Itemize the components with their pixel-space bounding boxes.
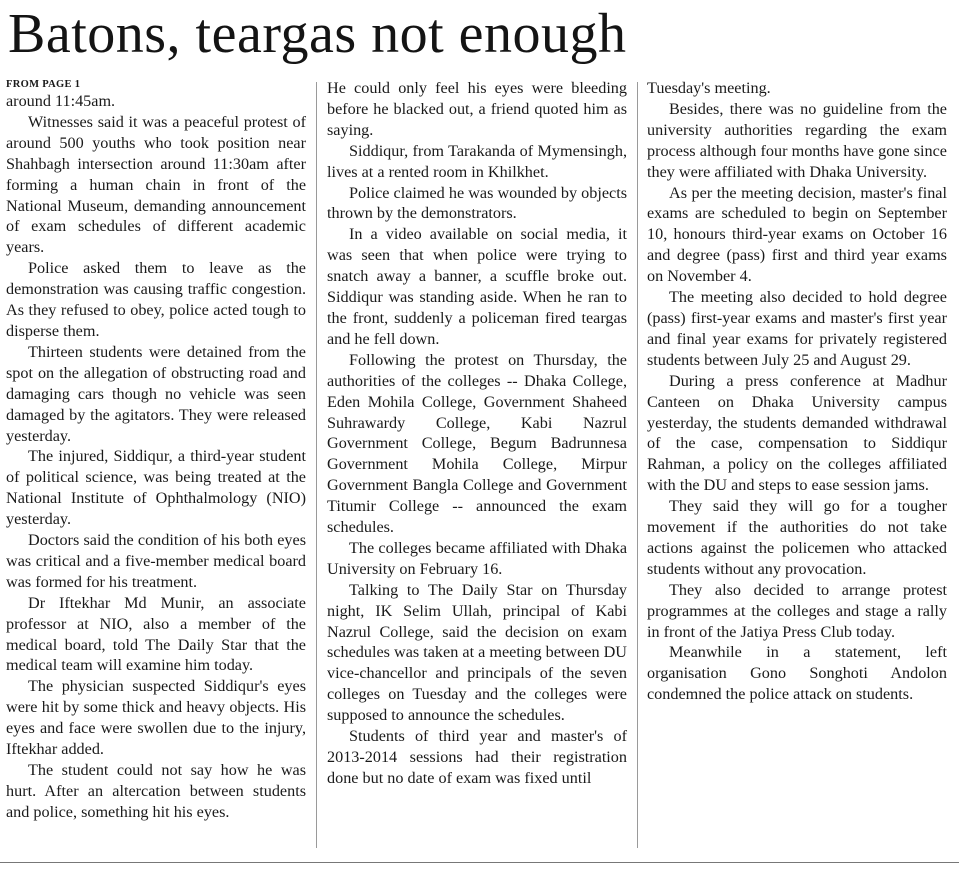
paragraph: In a video available on social media, it was seen that when police were trying to snatch away a banner, a scuffle broke out. Siddiqur was standing aside. When he ran to the front, suddenly a policeman fired teargas and he fell down. (327, 225, 627, 348)
paragraph: Meanwhile in a statement, left organisation Gono Songhoti Andolon condemned the police attack on students. (647, 643, 947, 704)
paragraph: During a press conference at Madhur Canteen on Dhaka University campus yesterday, the students demanded withdrawal of the case, compensation to Siddiqur Rahman, a policy on the colleges affiliated with the DU and steps to ease session jams. (647, 371, 947, 495)
paragraph: The meeting also decided to hold degree (pass) first-year exams and master's first year and final year exams for privately registered students between July 25 and August 29. (647, 288, 947, 369)
paragraph: Besides, there was no guideline from the university authorities regarding the exam process although four months have gone since they were affiliated with Dhaka University. (647, 99, 947, 181)
paragraph: Thirteen students were detained from the spot on the allegation of obstructing road and damaging cars though no vehicle was seen damaged by the agitators. They were released yesterday. (6, 342, 306, 445)
paragraph: He could only feel his eyes were bleeding before he blacked out, a friend quoted him as saying. (327, 79, 627, 139)
article-column-1 (6, 78, 306, 823)
paragraph: They said they will go for a tougher movement if the authorities do not take actions against the policemen who attacked students without any provocation. (647, 497, 947, 578)
paragraph: The student could not say how he was hurt. After an altercation between students and police, something hit his eyes. (6, 761, 306, 821)
column-divider (316, 82, 317, 848)
paragraph: Tuesday's meeting. (647, 79, 771, 97)
headline: Batons, teargas not enough (8, 3, 627, 65)
paragraph: Dr Iftekhar Md Munir, an associate professor at NIO, also a member of the medical board, told The Daily Star that the medical team will examine him today. (6, 593, 306, 675)
paragraph: They also decided to arrange protest programmes at the colleges and stage a rally in front of the Jatiya Press Club today. (647, 580, 947, 641)
paragraph: Students of third year and master's of 2013-2014 sessions had their registration done but no date of exam was fixed until (327, 727, 627, 787)
paragraph: Police asked them to leave as the demonstration was causing traffic congestion. As they refused to obey, police acted tough to disperse them. (6, 259, 306, 340)
column-divider (637, 82, 638, 848)
paragraph: Siddiqur, from Tarakanda of Mymensingh, lives at a rented room in Khilkhet. (327, 141, 627, 181)
paragraph: Doctors said the condition of his both eyes was critical and a five-member medical board was formed for his treatment. (6, 531, 306, 591)
paragraph: As per the meeting decision, master's final exams are scheduled to begin on September 10, honours third-year exams on October 16 and degree (pass) first and third year exams on November 4. (647, 183, 947, 286)
paragraph: Talking to The Daily Star on Thursday night, IK Selim Ullah, principal of Kabi Nazrul College, said the decision on exam schedules was taken at a meeting between DU vice-chancellor and principals of the seven colleges on Tuesday and the colleges were supposed to announce the schedules. (327, 580, 627, 725)
paragraph: around 11:45am. (6, 92, 116, 110)
paragraph: Police claimed he was wounded by objects thrown by the demonstrators. (327, 183, 627, 223)
paragraph: Following the protest on Thursday, the authorities of the colleges -- Dhaka College, Eden Mohila College, Government Shaheed Suhrawardy College, Kabi Nazrul Government College, Begum Badrunnesa Government Mohila College, Mirpur Government Bangla College and Government Titumir College -- announced the exam schedules. (327, 350, 627, 537)
paragraph: The physician suspected Siddiqur's eyes were hit by some thick and heavy objects. His eyes and face were swollen due to the injury, Iftekhar added. (6, 677, 306, 759)
article-column-3 (647, 78, 947, 705)
continuation-kicker: FROM PAGE 1 (6, 79, 81, 90)
paragraph: Witnesses said it was a peaceful protest of around 500 youths who took position near Shahbagh intersection around 11:30am after forming a human chain in front of the National Museum, demanding announcement of exam schedules of different academic years. (6, 112, 306, 257)
bottom-rule (0, 862, 959, 863)
paragraph: The colleges became affiliated with Dhaka University on February 16. (327, 538, 627, 578)
article-column-2 (327, 78, 627, 789)
paragraph: The injured, Siddiqur, a third-year student of political science, was being treated at the National Institute of Ophthalmology (NIO) yesterday. (6, 447, 306, 529)
